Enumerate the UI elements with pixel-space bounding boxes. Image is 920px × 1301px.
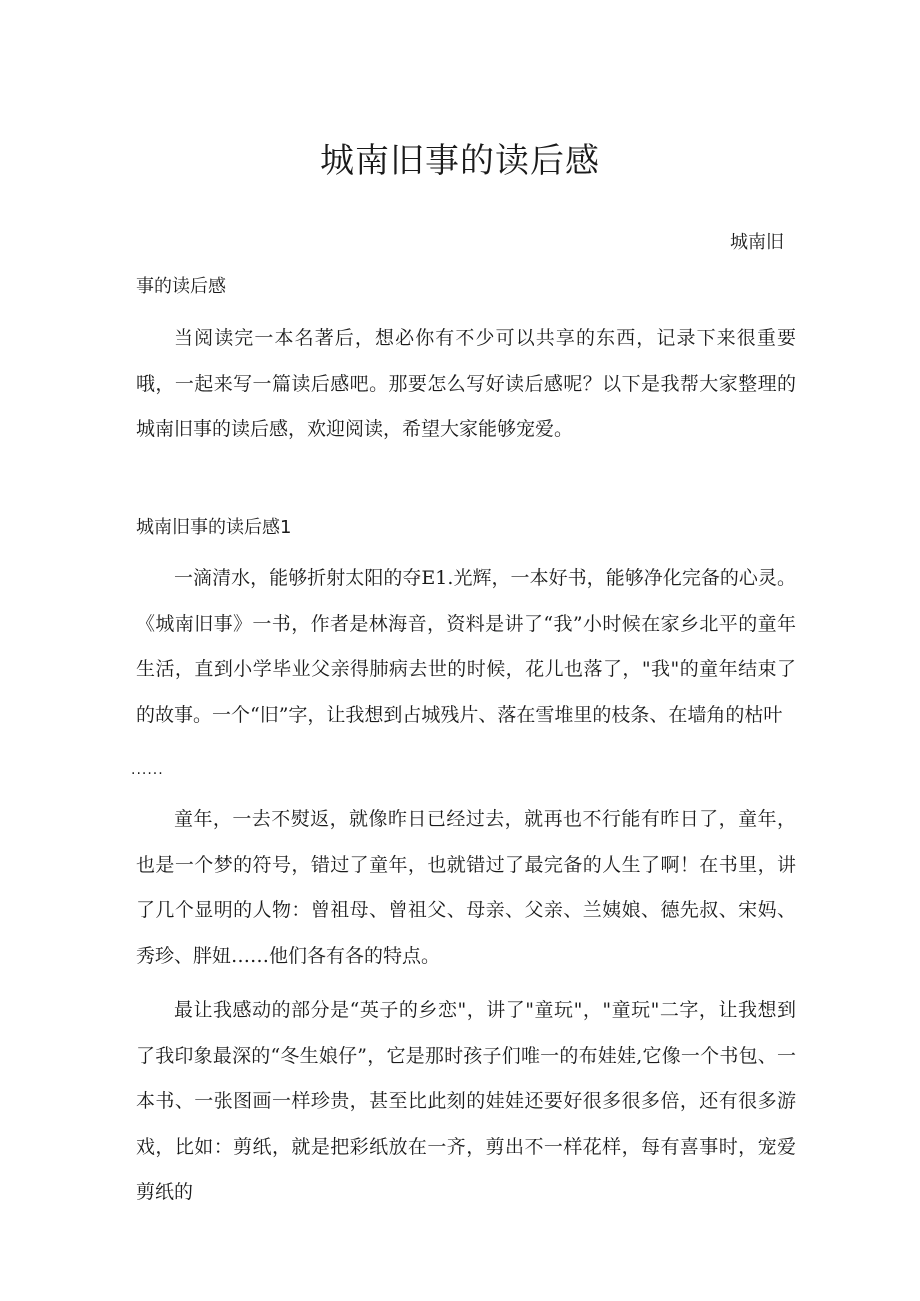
- body-paragraph-3: 最让我感动的部分是“英子的乡恋"，讲了"童玩"，"童玩"二字，让我想到了我印象最深的“冬生娘仔”，它是那时孩子们唯一的布娃娃,它像一个书包、一本书、一张图画一样珍贵，甚至比此刻的娃娃还要好很多很多倍，还有很多游戏，比如：剪纸，就是把彩纸放在一齐，剪出不一样花样，每有喜事时，宠爱剪纸的: [136, 999, 796, 1203]
- body-paragraph-1: 一滴清水，能够折射太阳的夺E1.光辉，一本好书，能够净化完备的心灵。《城南旧事》一书，作者是林海音，资料是讲了“我”小时候在家乡北平的童年生活，直到小学毕业父亲得肺病去世的时候，花儿也落了，"我"的童年结束了的故事。一个“旧”字，让我想到占城残片、落在雪堆里的枝条、在墙角的枯叶: [136, 567, 796, 726]
- section-heading: 城南旧事的读后感1: [136, 517, 292, 538]
- ellipsis-dots: ......: [131, 762, 164, 778]
- document-title: 城南旧事的读后感: [320, 141, 600, 181]
- author-line-continued: 事的读后感: [136, 276, 226, 297]
- body-paragraph-2: 童年，一去不熨返，就像昨日已经过去，就再也不行能有昨日了，童年，也是一个梦的符号，错过了童年，也就错过了最完备的人生了啊！在书里，讲了几个显明的人物：曾祖母、曾祖父、母亲、父亲、兰姨娘、德先叔、宋妈、秀珍、胖妞……他们各有各的特点。: [136, 808, 796, 967]
- author-line: 城南旧: [730, 232, 784, 253]
- intro-paragraph: 当阅读完一本名著后，想必你有不少可以共享的东西，记录下来很重要哦，一起来写一篇读后感吧。那要怎么写好读后感呢？以下是我帮大家整理的城南旧事的读后感，欢迎阅读，希望大家能够宠爱。: [136, 327, 796, 440]
